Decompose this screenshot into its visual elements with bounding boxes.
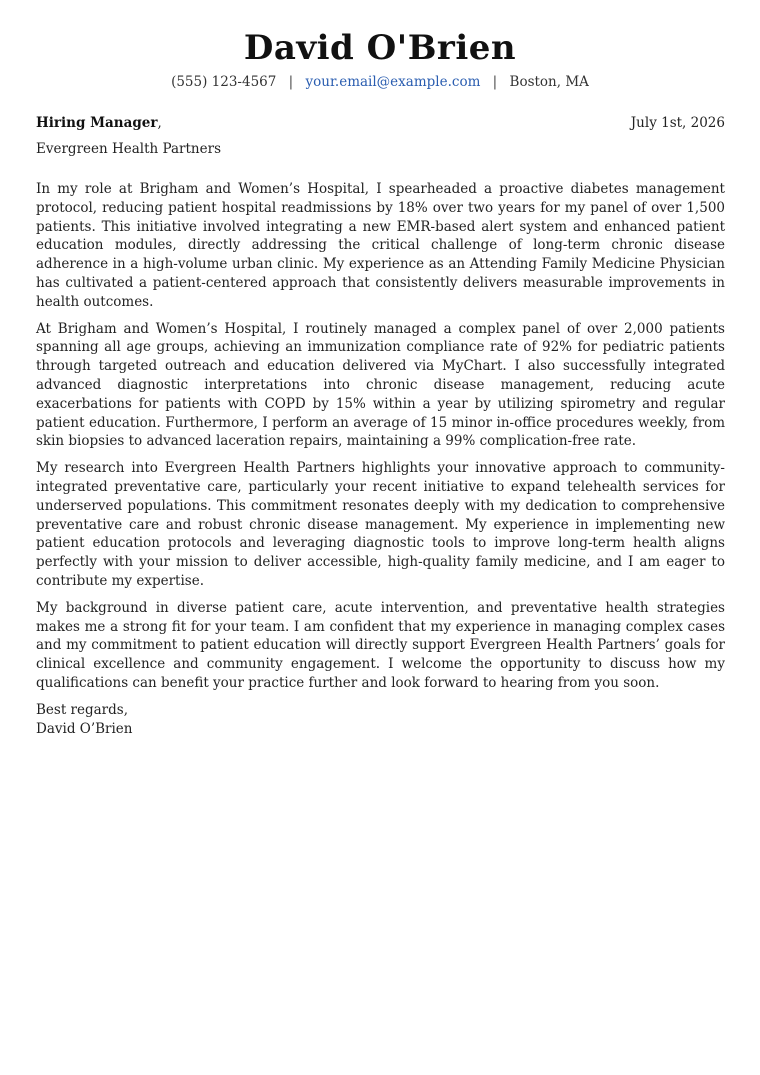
separator: |: [492, 74, 498, 90]
letter-date: July 1st, 2026: [630, 115, 725, 131]
applicant-name: David O'Brien: [243, 28, 517, 68]
closing-salutation: Best regards,: [36, 701, 129, 718]
recipient-row: [36, 114, 725, 132]
body-paragraph-3: My research into Evergreen Health Partners highlights your innovative approach to community-integrated preventative care, particularly your recent initiative to expand telehealth services for underserved populations. This commitment resonates deeply with my dedication to comprehensive preventative care and robust chronic disease management. My experience in implementing new patient education protocols and leveraging diagnostic tools to improve long-term health aligns perfectly with your mission to deliver accessible, high-quality family medicine, and I am eager to contribute my expertise.: [36, 460, 725, 589]
signature-name: David O’Brien: [36, 720, 133, 737]
recipient-title-suffix: ,: [157, 115, 162, 131]
recipient-title: [36, 114, 162, 132]
closing: [36, 701, 725, 739]
separator: |: [288, 74, 294, 90]
body-paragraph-4: My background in diverse patient care, acute intervention, and preventative health strategies makes me a strong fit for your team. I am confident that my experience in managing complex cases and my commitment to patient education will directly support Evergreen Health Partners’ goals for clinical excellence and community engagement. I welcome the opportunity to discuss how my qualifications can benefit your practice further and look forward to hearing from you soon.: [36, 599, 725, 691]
email-link[interactable]: your.email@example.com: [305, 74, 481, 90]
letter-body: [36, 180, 725, 738]
body-paragraph-2: At Brigham and Women’s Hospital, I routinely managed a complex panel of over 2,000 patients spanning all age groups, achieving an immunization compliance rate of 92% for pediatric patients through targeted outreach and education delivered via MyChart. I also successfully integrated advanced diagnostic interpretations into chronic disease management, reducing acute exacerbations for patients with COPD by 15% within a year by utilizing spirometry and regular patient education. Furthermore, I perform an average of 15 minor in-office procedures weekly, from skin biopsies to advanced laceration repairs, maintaining a 99% complication-free rate.: [36, 320, 725, 450]
location: Boston, MA: [509, 74, 589, 90]
recipient-company: Evergreen Health Partners: [36, 141, 221, 157]
phone-number: (555) 123-4567: [171, 74, 277, 90]
contact-line: [0, 73, 760, 91]
recipient-title-text: Hiring Manager: [36, 115, 158, 131]
body-paragraph-1: In my role at Brigham and Women’s Hospital, I spearheaded a proactive diabetes management protocol, reducing patient hospital readmissions by 18% over two years for my panel of over 1,500 patients. This initiative involved integrating a new EMR-based alert system and enhanced patient education modules, directly addressing the critical challenge of long-term chronic disease adherence in a high-volume urban clinic. My experience as an Attending Family Medicine Physician has cultivated a patient-centered approach that consistently delivers measurable improvements in health outcomes.: [36, 181, 725, 310]
